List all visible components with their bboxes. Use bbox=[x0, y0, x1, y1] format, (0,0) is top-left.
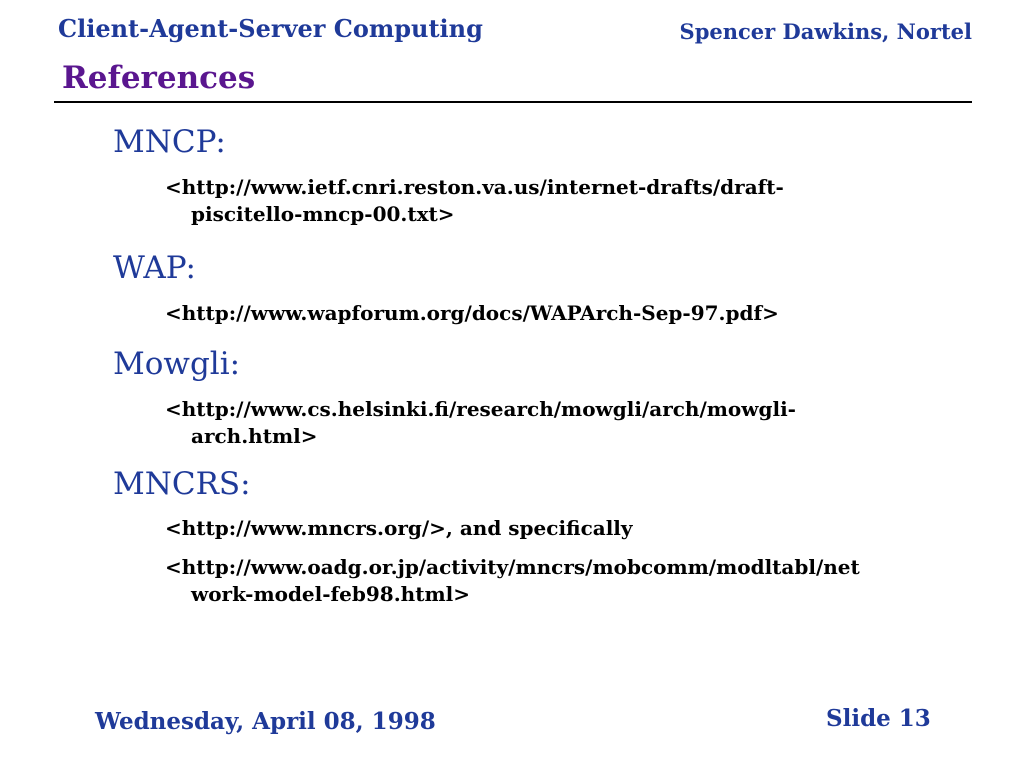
section-title-mowgli: Mowgli: bbox=[113, 346, 241, 382]
reference-wap bbox=[165, 300, 905, 327]
reference-line-continued: work-model-feb98.html> bbox=[191, 582, 470, 606]
reference-mncrs-model bbox=[165, 554, 905, 608]
header-title: Client-Agent-Server Computing bbox=[58, 14, 483, 43]
reference-mncp bbox=[165, 174, 905, 228]
section-title-mncrs: MNCRS: bbox=[113, 466, 251, 502]
reference-line: <http://www.oadg.or.jp/activity/mncrs/mobcomm/modltabl/net bbox=[165, 555, 860, 579]
footer-date: Wednesday, April 08, 1998 bbox=[95, 708, 436, 735]
header-author: Spencer Dawkins, Nortel bbox=[679, 19, 972, 44]
reference-line: <http://www.wapforum.org/docs/WAPArch-Sep-97.pdf> bbox=[165, 301, 779, 325]
reference-line: <http://www.mncrs.org/>, and specifically bbox=[165, 516, 633, 540]
page-title: References bbox=[62, 60, 256, 96]
section-title-mncp: MNCP: bbox=[113, 124, 226, 160]
reference-line-continued: arch.html> bbox=[191, 424, 318, 448]
reference-line-continued: piscitello-mncp-00.txt> bbox=[191, 202, 455, 226]
reference-line: <http://www.cs.helsinki.fi/research/mowgli/arch/mowgli- bbox=[165, 397, 796, 421]
reference-line: <http://www.ietf.cnri.reston.va.us/internet-drafts/draft- bbox=[165, 175, 784, 199]
reference-mowgli bbox=[165, 396, 905, 450]
slide-number: Slide 13 bbox=[826, 705, 931, 732]
reference-mncrs-main bbox=[165, 515, 905, 542]
section-title-wap: WAP: bbox=[113, 250, 196, 286]
